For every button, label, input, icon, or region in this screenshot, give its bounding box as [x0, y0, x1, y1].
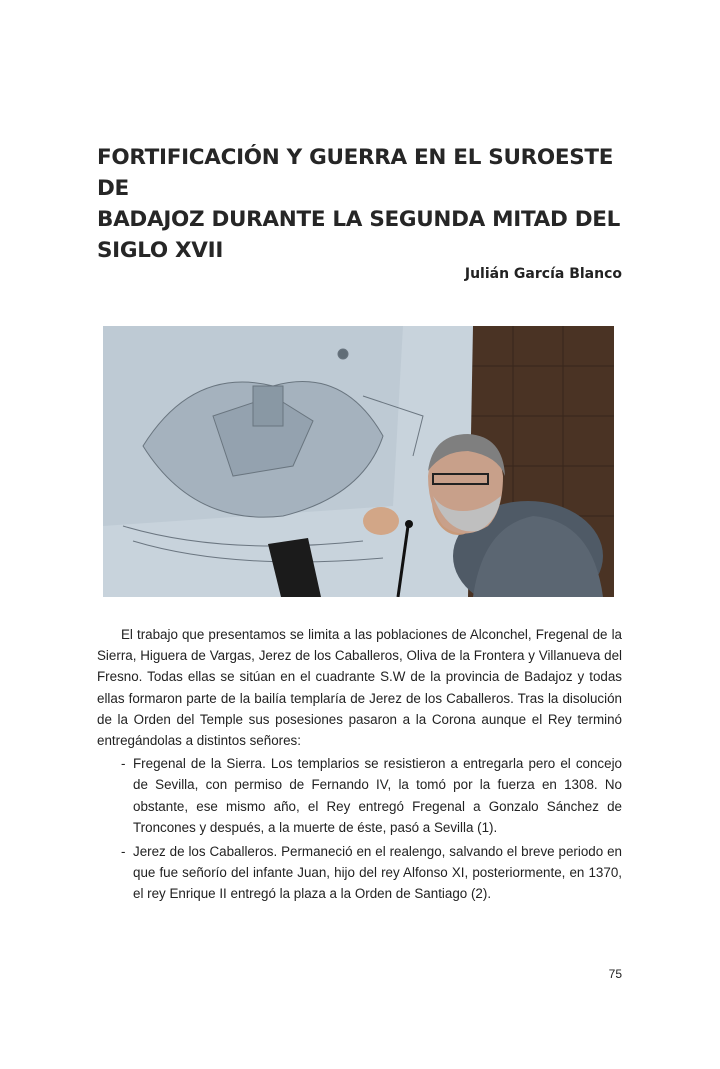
page-number: 75	[608, 967, 622, 981]
article-title	[97, 142, 637, 266]
title-line-1: FORTIFICACIÓN Y GUERRA EN EL SUROESTE DE	[97, 145, 614, 201]
lecture-photo-illustration	[103, 326, 614, 597]
list-item	[97, 753, 622, 838]
list-item	[97, 841, 622, 905]
author-name: Julián García Blanco	[464, 266, 622, 282]
town-list	[97, 753, 622, 904]
title-line-2: BADAJOZ DURANTE LA SEGUNDA MITAD DEL	[97, 207, 621, 232]
list-dash: -	[121, 756, 126, 772]
intro-paragraph: El trabajo que presentamos se limita a las poblaciones de Alconchel, Fregenal de la Sierra, Higuera de Vargas, Jerez de los Caballeros, Oliva de la Frontera y Villanueva del Fresno. Todas ellas se sitúan en el cuadrante S.W de la provincia de Badajoz y todas ellas formaron parte de la bailía templaría de Jerez de los Caballeros. Tras la disolución de la Orden del Temple sus posesiones pasaron a la Corona aunque el Rey terminó entregándolas a distintos señores:	[97, 627, 622, 749]
list-item-text: Jerez de los Caballeros. Permaneció en el realengo, salvando el breve periodo en que fue señorío del infante Juan, hijo del rey Alfonso XI, posteriormente, en 1370, el rey Enrique II entregó la plaza a la Orden de Santiago (2).	[133, 844, 622, 902]
list-dash: -	[121, 844, 126, 860]
article-body	[97, 624, 622, 908]
list-item-text: Fregenal de la Sierra. Los templarios se resistieron a entregarla pero el concejo de Sevilla, con permiso de Fernando IV, la tomó por la fuerza en 1308. No obstante, ese mismo año, el Rey entregó Fregenal a Gonzalo Sánchez de Troncones y después, a la muerte de éste, pasó a Sevilla (1).	[133, 756, 622, 835]
title-line-3: SIGLO XVII	[97, 238, 224, 263]
lecture-photo	[103, 326, 614, 597]
